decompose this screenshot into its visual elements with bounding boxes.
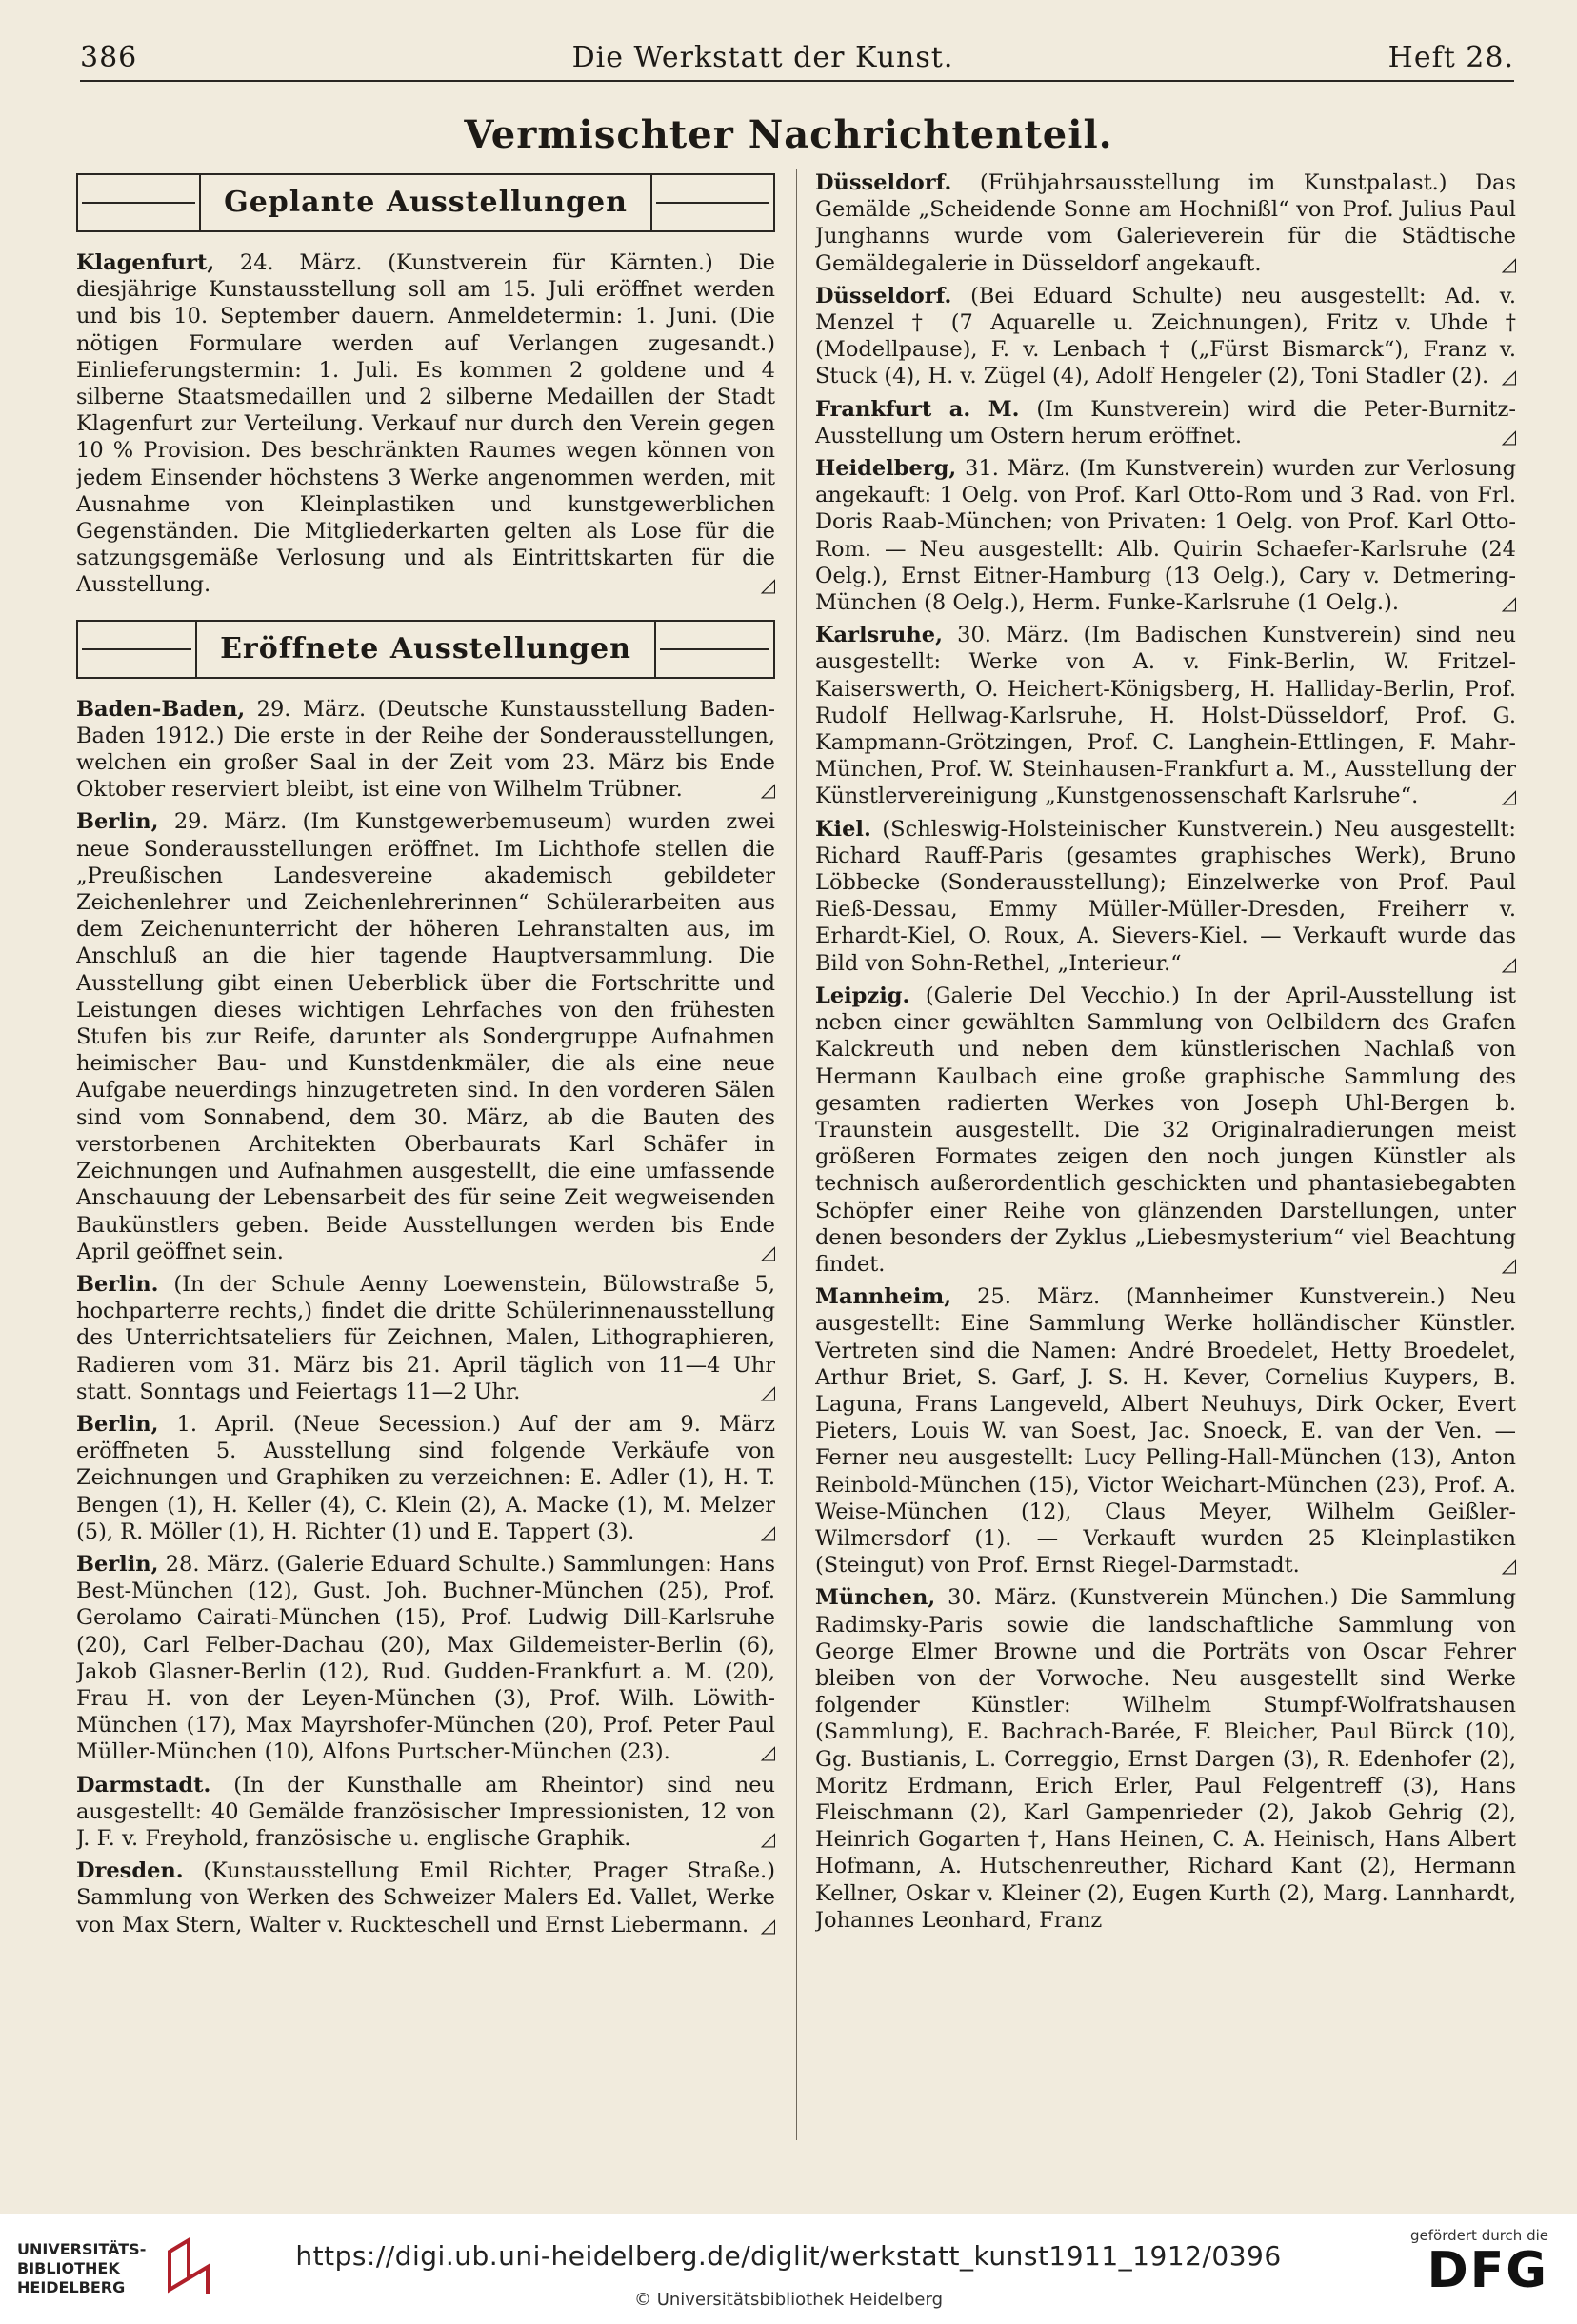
entry-text: (Im Kunstverein) wird die Peter-Burnitz-Ausstellung um Ostern herum eröffnet.: [815, 396, 1516, 448]
entry-place: Karlsruhe,: [815, 623, 943, 648]
heading-rule: [82, 648, 191, 650]
news-entry: [76, 249, 775, 599]
entry-text: 30. März. (Kunstverein München.) Die Sammlung Radimsky-Paris sowie die landschaftliche Sammlung von George Elmer Browne und die Porträts von Oscar Fehrer bleiben von der Vorwoche. Neu ausgestellt sind Werke folgender Künstler: Wilhelm Stumpf-Wolfratshausen (Sammlung), E. Bachrach-Barée, F. Bleicher, Paul Bürck (10), Gg. Bustianis, L. Correggio, Ernst Dargen (3), R. Edenhofer (2), Moritz Erdmann, Erich Erler, Paul Felgentreff (3), Hans Fleischmann (2), Karl Gampenrieder (2), Jakob Gehrig (2), Heinrich Gogarten †, Hans Heinen, C. A. Heinisch, Hans Albert Hofmann, A. Hutschenreuther, Richard Kant (2), Hermann Kellner, Oskar v. Kleiner (2), Eugen Kurth (2), Marg. Lannhardt, Johannes Leonhard, Franz: [815, 1585, 1516, 1933]
news-entry: [76, 1551, 775, 1766]
library-name-line: HEIDELBERG: [17, 2278, 126, 2296]
dfg-wordmark: DFG: [1427, 2242, 1548, 2299]
news-entry: [76, 1772, 775, 1853]
entry-text: (Bei Eduard Schulte) neu ausgestellt: Ad. v. Menzel † (7 Aquarelle u. Zeichnungen), Fritz v. Uhde † (Modellpause), F. v. Lenbach † („Fürst Bismarck“), Franz v. Stuck (4), H. v. Zügel (4), Adolf Hengeler (2), Toni Stadler (2).: [815, 283, 1516, 389]
journal-title: Die Werkstatt der Kunst.: [571, 41, 954, 74]
opened-entries: [76, 696, 775, 1938]
section-title: Eröffnete Ausstellungen: [195, 622, 656, 677]
left-column: [76, 169, 775, 2150]
news-entry: [815, 1584, 1516, 1934]
entry-end-mark: ◿: [1501, 785, 1516, 808]
entry-place: Darmstadt.: [76, 1772, 211, 1798]
library-name-line: UNIVERSITÄTS-: [17, 2240, 147, 2258]
planned-entries: [76, 249, 775, 599]
entry-place: Berlin,: [76, 1411, 159, 1437]
entry-text: 30. März. (Im Badischen Kunstverein) sind neu ausgestellt: Werke von A. v. Fink-Berlin, W. Fritzel-Kaiserswerth, O. Heichert-Königsberg, H. Halliday-Berlin, Prof. Rudolf Hellwag-Karlsruhe, H. Holst-Düsseldorf, Prof. G. Kampmann-Grötzingen, Prof. C. Langhein-Ettlingen, F. Mahr-München, Prof. W. Steinhausen-Frankfurt a. M., Ausstellung der Künstlervereinigung „Kunstgenossenschaft Karlsruhe“.: [815, 623, 1516, 809]
entry-place: Berlin.: [76, 1271, 159, 1297]
section-title: Geplante Ausstellungen: [199, 175, 652, 230]
entry-place: Dresden.: [76, 1858, 184, 1884]
digitization-footer: [0, 2214, 1577, 2324]
entry-text: (Kunstausstellung Emil Richter, Prager Straße.) Sammlung von Werken des Schweizer Malers Ed. Vallet, Werke von Max Stern, Walter v. Ruckteschell und Ernst Liebermann.: [76, 1858, 775, 1937]
entry-place: Frankfurt a. M.: [815, 396, 1020, 422]
news-entry: [76, 808, 775, 1264]
page-number: 386: [80, 41, 138, 74]
entry-place: Klagenfurt,: [76, 250, 215, 275]
entry-text: (In der Schule Aenny Loewenstein, Bülowstraße 5, hochparterre rechts,) findet die dritte Schülerinnenausstellung des Unterrichtsateliers für Zeichnen, Malen, Lithographieren, Radieren vom 31. März bis 21. April täglich von 11—4 Uhr statt. Sonntags und Feiertags 11—2 Uhr.: [76, 1271, 775, 1404]
entry-end-mark: ◿: [1501, 251, 1516, 275]
entry-place: Düsseldorf.: [815, 170, 952, 195]
entry-end-mark: ◿: [1501, 951, 1516, 975]
copyright-notice: © Universitätsbibliothek Heidelberg: [633, 2290, 943, 2310]
entry-end-mark: ◿: [760, 1380, 775, 1403]
entry-place: Heidelberg,: [815, 456, 957, 482]
section-heading-opened: [76, 620, 775, 679]
entry-text: 29. März. (Deutsche Kunstausstellung Baden-Baden 1912.) Die erste in der Reihe der Sonderausstellungen, welchen ein großer Saal in der Zeit vom 23. März bis Ende Oktober reserviert bleibt, ist eine von Wilhelm Trübner.: [76, 696, 775, 803]
news-entry: [815, 396, 1516, 449]
heading-rule: [82, 202, 195, 204]
entry-place: München,: [815, 1585, 936, 1611]
entry-text: (In der Kunsthalle am Rheintor) sind neu ausgestellt: 40 Gemälde französischer Impressionisten, 12 von J. F. v. Freyhold, französische u. englische Graphik.: [76, 1772, 775, 1851]
entry-place: Leipzig.: [815, 983, 910, 1008]
page-title: Vermischter Nachrichtenteil.: [464, 112, 1113, 157]
news-entry: [76, 1857, 775, 1938]
heading-rule: [656, 202, 769, 204]
issue-number: Heft 28.: [1387, 41, 1514, 74]
column-divider: [796, 169, 797, 2140]
entry-text: 29. März. (Im Kunstgewerbemuseum) wurden zwei neue Sonderausstellungen eröffnet. Im Lichthofe stellen die „Preußischen Landesvereine akademisch gebildeter Zeichenlehrer und Zeichenlehrerinnen“ Schülerarbeiten aus dem Zeichenunterricht der höheren Lehranstalten aus, im Anschluß an die hier tagende Hauptversammlung. Die Ausstellung gibt einen Ueberblick über die Fortschritte und Leistungen dieses wichtigen Lehrfaches von den frühesten Stufen bis zur Reife, darunter als Sondergruppe Aufnahmen heimischer Bau- und Kunstdenkmäler, die als eine neue Aufgabe neuerdings hinzugetreten sind. In den vorderen Sälen sind vom Sonnabend, dem 30. März, ab die Bauten des verstorbenen Architekten Oberbaurats Karl Schäfer in Zeichnungen und Aufnahmen ausgestellt, die eine umfassende Anschauung der Lebensarbeit des für seine Zeit wegweisenden Baukünstlers geben. Beide Ausstellungen werden bis Ende April geöffnet sein.: [76, 809, 775, 1264]
entry-place: Düsseldorf.: [815, 283, 952, 308]
funded-by-label: gefördert durch die: [1410, 2227, 1548, 2244]
entry-text: (Schleswig-Holsteinischer Kunstverein.) Neu ausgestellt: Richard Rauff-Paris (gesamtes graphisches Werk), Bruno Löbbecke (Sonderausstellung); Einzelwerke von Prof. Paul Rieß-Dessau, Emmy Müller-Müller-Dresden, Freiherr v. Erhardt-Kiel, O. Roux, A. Sievers-Kiel. — Verkauft wurde das Bild von Sohn-Rethel, „Interieur.“: [815, 816, 1516, 976]
entry-end-mark: ◿: [760, 1520, 775, 1543]
entry-end-mark: ◿: [1501, 1554, 1516, 1578]
news-entry: [815, 455, 1516, 616]
entry-end-mark: ◿: [760, 1913, 775, 1937]
news-entry: [815, 283, 1516, 390]
entry-text: (Galerie Del Vecchio.) In der April-Ausstellung ist neben einer gewählten Sammlung von Oelbildern des Grafen Kalckreuth und neben dem künstlerischen Nachlaß von Hermann Kaulbach eine große graphische Sammlung des gesamten radierten Werkes von Joseph Uhl-Bergen b. Traunstein ausgestellt. Die 32 Originalradierungen meist größeren Formates zeigen den noch jungen Künstler als technisch außerordentlich geschickten und phantasiebegabten Schöpfer einer Reihe von glänzenden Darstellungen, unter denen besonders der Zyklus „Liebesmysterium“ viel Beachtung findet.: [815, 983, 1516, 1277]
entry-end-mark: ◿: [1501, 1252, 1516, 1276]
right-column: [815, 169, 1516, 2150]
news-entry: [76, 696, 775, 804]
heading-rule: [660, 648, 769, 650]
entry-place: Kiel.: [815, 816, 871, 842]
entry-end-mark: ◿: [760, 778, 775, 802]
entry-place: Baden-Baden,: [76, 696, 246, 722]
news-entry: [815, 816, 1516, 977]
running-head: [80, 32, 1514, 82]
source-url[interactable]: https://digi.ub.uni-heidelberg.de/diglit/werkstatt_kunst1911_1912/0396: [295, 2240, 1282, 2272]
entry-text: 28. März. (Galerie Eduard Schulte.) Sammlungen: Hans Best-München (12), Gust. Joh. Buchner-München (25), Prof. Gerolamo Cairati-München (15), Prof. Ludwig Dill-Karlsruhe (20), Carl Felber-Dachau (20), Max Gildemeister-Berlin (6), Jakob Glasner-Berlin (12), Rud. Gudden-Frankfurt a. M. (20), Frau H. von der Leyen-München (3), Prof. Wilh. Löwith-München (17), Max Mayrshofer-München (20), Prof. Peter Paul Müller-München (10), Alfons Purtscher-München (23).: [76, 1551, 775, 1765]
entry-text: (Frühjahrsausstellung im Kunstpalast.) Das Gemälde „Scheidende Sonne am Hochnißl“ von Prof. Julius Paul Junghanns wurde vom Galerieverein für die Städtische Gemäldegalerie in Düsseldorf angekauft.: [815, 170, 1516, 276]
news-entry: [76, 1271, 775, 1405]
news-entry: [815, 983, 1516, 1278]
entry-end-mark: ◿: [760, 1740, 775, 1764]
entry-end-mark: ◿: [1501, 424, 1516, 447]
news-entry: [815, 1283, 1516, 1579]
news-entry: [815, 169, 1516, 277]
entry-text: 31. März. (Im Kunstverein) wurden zur Verlosung angekauft: 1 Oelg. von Prof. Karl Otto-Rom und 3 Rad. von Frl. Doris Raab-München; von Privaten: 1 Oelg. von Prof. Karl Otto-Rom. — Neu ausgestellt: Alb. Quirin Schaefer-Karlsruhe (24 Oelg.), Ernst Eitner-Hamburg (13 Oelg.), Cary v. Detmering-München (8 Oelg.), Herm. Funke-Karlsruhe (1 Oelg.).: [815, 456, 1516, 616]
news-entry: [815, 622, 1516, 809]
entry-place: Berlin,: [76, 809, 159, 835]
entry-place: Berlin,: [76, 1551, 159, 1577]
dfg-logo: [1410, 2227, 1548, 2297]
entry-end-mark: ◿: [760, 1826, 775, 1850]
entry-end-mark: ◿: [760, 1240, 775, 1263]
entry-end-mark: ◿: [1501, 591, 1516, 615]
entry-text: 25. März. (Mannheimer Kunstverein.) Neu ausgestellt: Eine Sammlung Werke holländischer Künstler. Vertreten sind die Namen: André Broedelet, Hetty Broedelet, Arthur Briet, S. Garf, J. S. H. Kever, Cornelius Kuypers, B. Laguna, Frans Langeveld, Albert Neuhuys, Dirk Ocker, Evert Pieters, Louis W. van Soest, Jac. Snoeck, E. van der Ven. — Ferner neu ausgestellt: Lucy Pelling-Hall-München (13), Anton Reinbold-München (15), Victor Weichart-München (23), Prof. A. Weise-München (12), Claus Meyer, Wilhelm Geißler-Wilmersdorf (1). — Verkauft wurden 25 Kleinplastiken (Steingut) von Prof. Ernst Riegel-Darmstadt.: [815, 1284, 1516, 1579]
right-entries: [815, 169, 1516, 1934]
entry-end-mark: ◿: [1501, 365, 1516, 388]
entry-place: Mannheim,: [815, 1284, 952, 1310]
section-heading-planned: [76, 173, 775, 232]
entry-text: 24. März. (Kunstverein für Kärnten.) Die diesjährige Kunstausstellung soll am 15. Juli eröffnet werden und bis 10. September dauern. Anmeldetermin: 1. Juni. (Die nötigen Formulare werden auf Verlangen zugesandt.) Einlieferungstermin: 1. Juli. Es kommen 2 goldene und 4 silberne Staatsmedaillen und 2 silberne Medaillen der Stadt Klagenfurt zur Verteilung. Verkauf nur durch den Verein gegen 10 % Provision. Des beschränkten Raumes wegen können von jedem Einsender höchstens 3 Werke angenommen werden, mit Ausnahme von Kleinplastiken und kunstgewerblichen Gegenständen. Die Mitgliederkarten gelten als Lose für die satzungsgemäße Verlosung und als Eintrittskarten für die Ausstellung.: [76, 250, 775, 598]
entry-text: 1. April. (Neue Secession.) Auf der am 9. März eröffneten 5. Ausstellung sind folgende Verkäufe von Zeichnungen und Graphiken zu verzeichnen: E. Adler (1), H. T. Bengen (1), H. Keller (4), C. Klein (2), A. Macke (1), M. Melzer (5), R. Möller (1), H. Richter (1) und E. Tappert (3).: [76, 1411, 775, 1544]
library-name-line: BIBLIOTHEK: [17, 2259, 120, 2277]
news-entry: [76, 1411, 775, 1545]
entry-end-mark: ◿: [760, 573, 775, 597]
